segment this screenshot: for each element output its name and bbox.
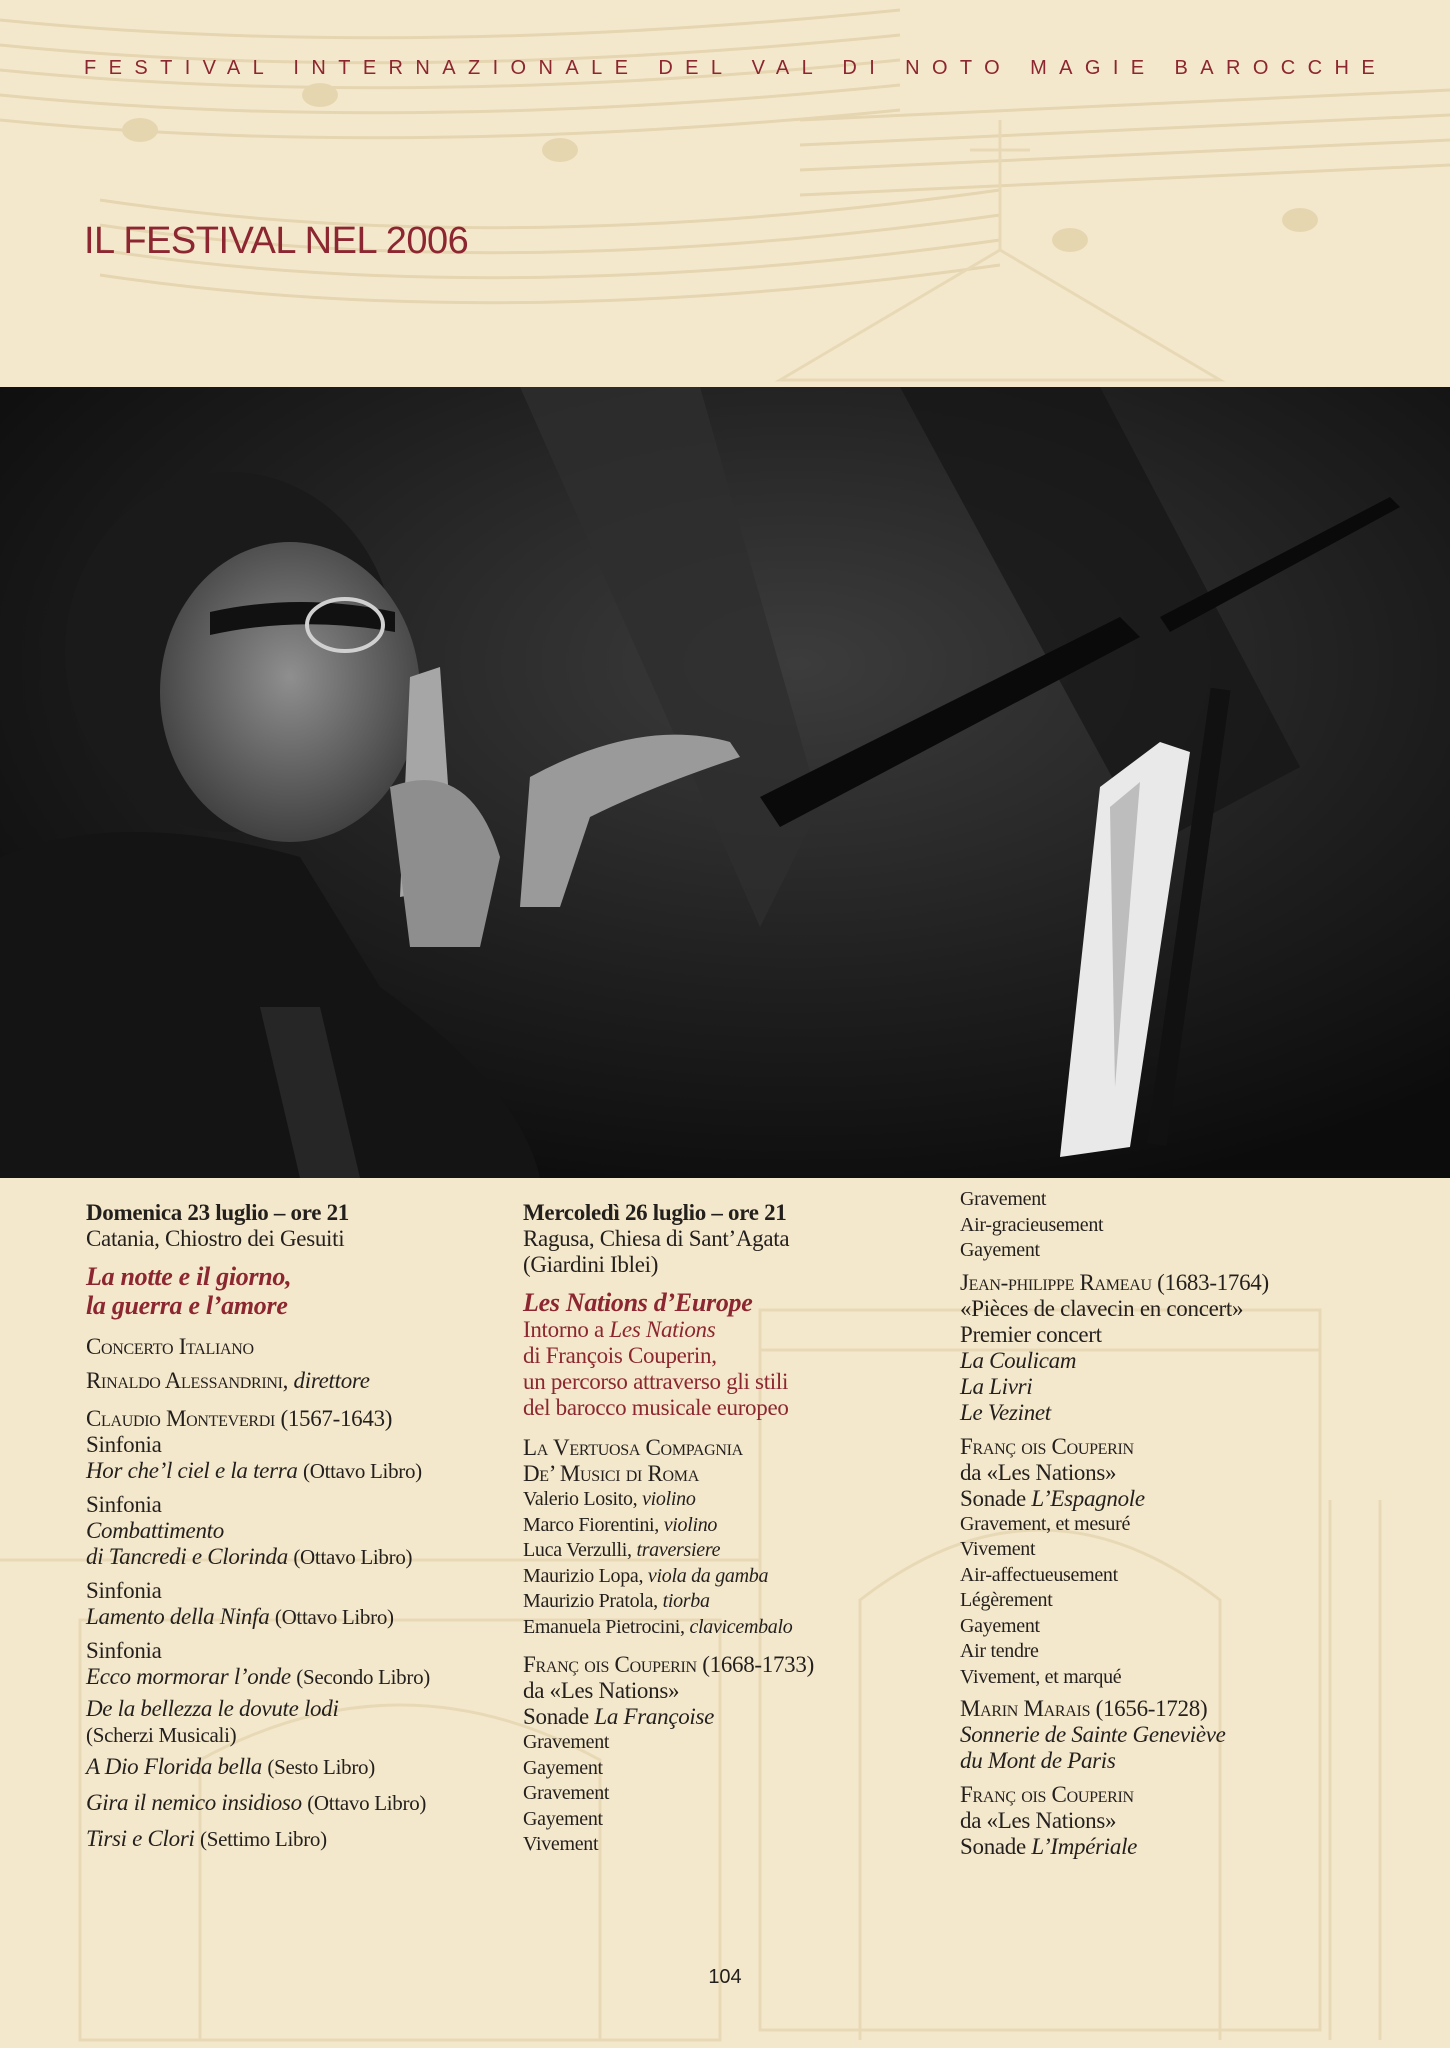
concert1-piece [86,1492,506,1570]
rameau-piece: Le Vezinet [960,1399,1051,1425]
movement: Légèrement [960,1589,1053,1611]
sonade-label: Sonade [960,1485,1026,1511]
extra-title: Gira il nemico insidioso [86,1790,302,1815]
marais-work-line2: du Mont de Paris [960,1748,1116,1773]
concert1-piece [86,1638,506,1690]
concert2-title: Les Nations d’Europe [523,1288,753,1317]
movement: Vivement [523,1833,599,1855]
concert2-subtitle [523,1317,943,1421]
concert2-subtitle-4: del barocco musicale europeo [523,1395,789,1420]
player-instrument: violino [642,1488,696,1510]
concert2-players [523,1487,943,1640]
movement: Gravement, et mesuré [960,1512,1131,1535]
concert2-date: Mercoledì 26 luglio – ore 21 [523,1200,787,1225]
rameau-concert: Premier concert [960,1321,1102,1347]
concert2-subtitle-2: di François Couperin, [523,1343,717,1368]
concert1-venue: Catania, Chiostro dei Gesuiti [86,1226,345,1251]
concert1-title-line2: la guerra e l’amore [86,1291,288,1320]
concert1-director-name: Rinaldo Alessandrini, [86,1368,289,1393]
extra-title: De la bellezza le dovute lodi [86,1696,339,1721]
player-instrument: violino [663,1513,718,1536]
concert2-composer-years: (1668-1733) [702,1652,814,1677]
marais-work-line1: Sonnerie de Sainte Geneviève [960,1722,1226,1747]
sonade-label: Sonade [960,1834,1026,1859]
concert1-extra-piece [86,1754,506,1780]
conductor-photo [0,387,1450,1178]
piece-title-cont: di Tancredi e Clorinda [86,1544,288,1569]
piece-note: (Ottavo Libro) [274,1605,394,1629]
piece-note: (Secondo Libro) [296,1665,430,1689]
piece-title: Combattimento [86,1518,224,1543]
piece-note: (Ottavo Libro) [303,1459,422,1483]
extra-note: (Scherzi Musicali) [86,1723,237,1747]
couperin2-name: Franç ois Couperin [960,1433,1134,1459]
player [523,1513,943,1539]
concert1-date: Domenica 23 luglio – ore 21 [86,1200,349,1225]
player-instrument: tiorba [662,1590,710,1612]
concert2-subtitle-a: Intorno a [523,1317,604,1342]
extra-title: A Dio Florida bella [86,1754,262,1779]
movement: Gayement [523,1807,603,1830]
sonade-label: Sonade [523,1704,589,1729]
rameau-piece: La Coulicam [960,1347,1077,1373]
concert2-venue-line1: Ragusa, Chiesa di Sant’Agata [523,1226,790,1251]
player [523,1615,943,1641]
movement: Gayement [960,1239,1040,1261]
concert-column-2 [523,1200,943,1858]
extra-note: (Settimo Libro) [200,1827,327,1851]
rameau-name: Jean-philippe Rameau [960,1269,1152,1295]
player-instrument: viola da gamba [647,1564,769,1587]
piece-sinfonia: Sinfonia [86,1578,162,1603]
player [523,1487,943,1513]
couperin3-from: da «Les Nations» [960,1808,1117,1833]
player-name: Marco Fiorentini, [523,1513,659,1536]
movement: Gayement [523,1756,603,1779]
concert1-director [86,1368,506,1394]
piece-note: (Ottavo Libro) [293,1545,413,1569]
concert1-title-line1: La notte e il giorno, [86,1262,292,1291]
marais-years: (1656-1728) [1095,1696,1208,1721]
concert2-venue-line2: (Giardini Iblei) [523,1252,659,1277]
player-instrument: clavicembalo [689,1615,793,1638]
movement: Air tendre [960,1640,1039,1662]
sonade-title: L’Impériale [1031,1834,1138,1859]
piece-sinfonia: Sinfonia [86,1638,162,1663]
couperin3-name: Franç ois Couperin [960,1782,1134,1807]
concert1-extra-piece [86,1696,506,1748]
extra-title: Tirsi e Clori [86,1826,195,1851]
concert-column-1 [86,1200,506,1852]
player-name: Maurizio Pratola, [523,1590,658,1612]
movement: Vivement, et marqué [960,1665,1122,1688]
marais-name: Marin Marais [960,1696,1091,1721]
rameau-piece: La Livri [960,1373,1033,1399]
player [523,1564,943,1590]
couperin2-sonade [960,1486,1400,1512]
concert2-movements [523,1730,943,1858]
player [523,1538,943,1564]
concert1-ensemble: Concerto Italiano [86,1334,254,1359]
rameau-years: (1683-1764) [1157,1269,1269,1295]
movement: Gravement [960,1188,1047,1210]
concert1-director-role: direttore [293,1368,370,1393]
concert2-composer-name: Franç ois Couperin [523,1652,697,1677]
concert2-subtitle-3: un percorso attraverso gli stili [523,1369,789,1394]
player-name: Maurizio Lopa, [523,1564,644,1587]
couperin3-sonade [960,1834,1400,1860]
rameau-work: «Pièces de clavecin en concert» [960,1295,1244,1321]
movement: Gravement [523,1731,610,1753]
piece-title: Lamento della Ninfa [86,1604,270,1629]
concert1-extra-piece [86,1790,506,1816]
page-title: IL FESTIVAL NEL 2006 [84,220,469,262]
concert1-composer [86,1406,506,1432]
couperin2-from: da «Les Nations» [960,1459,1117,1485]
concert2-subtitle-b: Les Nations [609,1317,716,1342]
concert2-from: da «Les Nations» [523,1678,680,1703]
player-name: Valerio Losito, [523,1488,638,1510]
extra-note: (Ottavo Libro) [307,1791,427,1815]
concert2-ensemble-line1: La Vertuosa Compagnia [523,1435,743,1460]
concert1-composer-name: Claudio Monteverdi [86,1406,276,1431]
marais-composer [960,1696,1400,1722]
concert2-cont-movements [960,1187,1400,1264]
concert2-ensemble-line2: De’ Musici di Roma [523,1461,699,1486]
rameau-composer [960,1270,1400,1296]
piece-sinfonia: Sinfonia [86,1432,162,1457]
sonade-title: La Françoise [594,1704,715,1729]
movement: Air-affectueusement [960,1563,1118,1586]
concert1-extra-piece [86,1826,506,1852]
page-number: 104 [708,1966,742,1988]
piece-title: Ecco mormorar l’onde [86,1664,291,1689]
movement: Air-gracieusement [960,1213,1104,1236]
sonade-title: L’Espagnole [1031,1485,1145,1511]
concert1-piece [86,1578,506,1630]
player-name: Luca Verzulli, [523,1539,632,1561]
player-instrument: traversiere [636,1539,721,1561]
concert1-piece [86,1432,506,1484]
concert2-composer [523,1652,943,1678]
festival-header-label: FESTIVAL INTERNAZIONALE DEL VAL DI NOTO MAGIE BAROCCHE [84,57,1388,79]
player [523,1589,943,1615]
movement: Gayement [960,1614,1040,1637]
player-name: Emanuela Pietrocini, [523,1615,685,1638]
extra-note: (Sesto Libro) [267,1755,375,1779]
concert-column-3 [960,1188,1400,1860]
piece-sinfonia: Sinfonia [86,1492,162,1517]
concert1-composer-years: (1567-1643) [280,1406,393,1431]
concert2-sonade [523,1704,943,1730]
movement: Vivement [960,1538,1036,1560]
movement: Gravement [523,1782,610,1804]
couperin2-movements [960,1512,1400,1691]
piece-title: Hor che’l ciel e la terra [86,1458,298,1483]
concert1-title [86,1262,506,1320]
